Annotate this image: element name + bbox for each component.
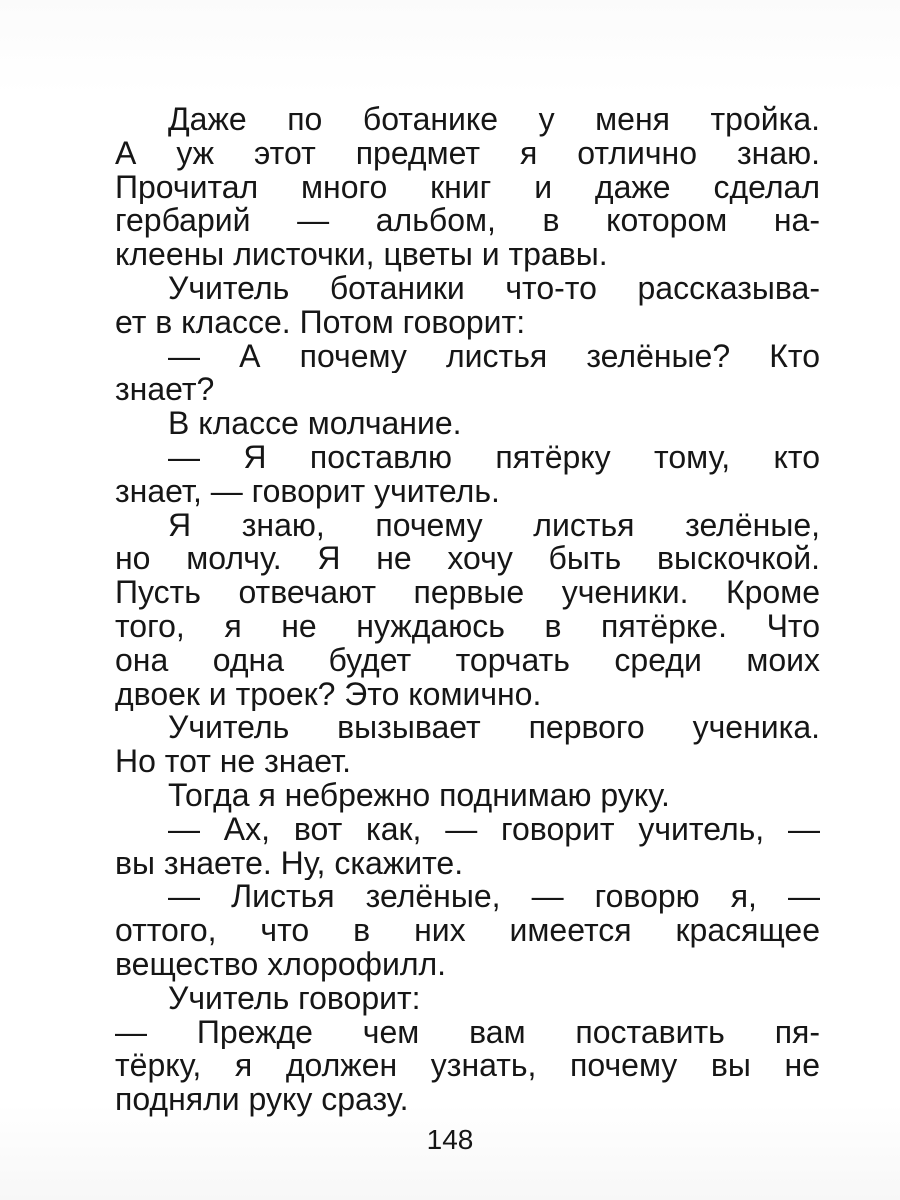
text-line: Учитель ботаники что-то рассказыва- — [168, 271, 820, 306]
text-line: Тогда я небрежно поднимаю руку. — [168, 778, 670, 813]
text-line: Но тот не знает. — [115, 745, 351, 779]
text-line: В классе молчание. — [168, 407, 462, 441]
text-line: вещество хлорофилл. — [115, 947, 447, 982]
text-line: Я знаю, почему листья зелёные, — [168, 508, 820, 543]
text-line: знает, — говорит учитель. — [115, 474, 500, 509]
text-line: Даже по ботанике у меня тройка. — [168, 103, 820, 137]
text-line: — Листья зелёные, — говорю я, — — [168, 880, 820, 915]
text-line: Учитель говорит: — [168, 981, 421, 1016]
text-line: А уж этот предмет я отлично знаю. — [115, 136, 820, 171]
text-line: оттого, что в них имеется красящее — [115, 914, 820, 948]
text-line: того, я не нуждаюсь в пятёрке. Что — [115, 609, 820, 644]
text-line: подняли руку сразу. — [115, 1083, 409, 1117]
text-line: гербарий — альбом, в котором на- — [115, 204, 820, 239]
text-line: Прочитал много книг и даже сделал — [115, 170, 820, 205]
text-line: тёрку, я должен узнать, почему вы не — [115, 1049, 820, 1084]
text-line: она одна будет торчать среди моих — [115, 643, 820, 678]
text-line: — А почему листья зелёные? Кто — [168, 339, 820, 374]
text-line: Учитель вызывает первого ученика. — [168, 711, 820, 746]
text-line: знает? — [115, 373, 215, 408]
text-line: — Ах, вот как, — говорит учитель, — — [168, 812, 820, 847]
page-number: 148 — [426, 1124, 474, 1155]
text-line: но молчу. Я не хочу быть выскочкой. — [115, 542, 820, 577]
body-text — [115, 103, 820, 1117]
text-line: — Прежде чем вам поставить пя- — [115, 1015, 820, 1050]
text-line: Пусть отвечают первые ученики. Кроме — [115, 576, 820, 610]
text-line: клеены листочки, цветы и травы. — [115, 238, 608, 272]
text-line: — Я поставлю пятёрку тому, кто — [168, 440, 820, 475]
text-line: двоек и троек? Это комично. — [115, 677, 542, 712]
text-line: вы знаете. Ну, скажите. — [115, 846, 464, 881]
text-line: ет в классе. Потом говорит: — [115, 305, 526, 340]
